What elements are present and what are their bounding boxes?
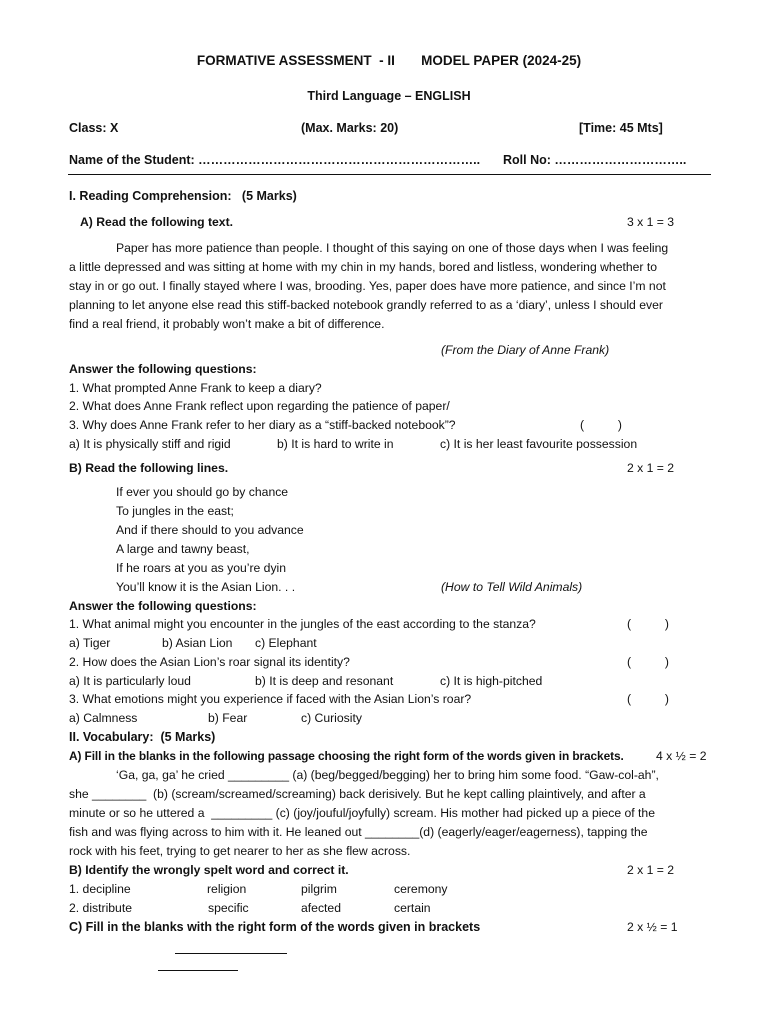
passage-line: stay in or go out. I finally stayed where I was, brooding. Yes, paper does have more patience, and since I’m not [69, 279, 666, 293]
max-marks-label: (Max. Marks: 20) [301, 121, 399, 135]
spelling-word: afected [301, 901, 341, 915]
passage-line: a little depressed and was sitting at home with my chin in my hands, bored and listless, wondering whether to [69, 260, 658, 274]
part-b-heading: B) Identify the wrongly spelt word and correct it. [69, 863, 349, 877]
part-b-heading: B) Read the following lines. [69, 461, 229, 475]
option-c: c) It is high-pitched [440, 674, 543, 688]
option-a: a) It is physically stiff and rigid [69, 437, 231, 451]
passage-source: (From the Diary of Anne Frank) [441, 343, 610, 357]
answer-blank [175, 953, 287, 954]
part-a-marks: 3 x 1 = 3 [627, 215, 675, 229]
question-3: 3. Why does Anne Frank refer to her diary as a “stiff-backed notebook”? [69, 418, 456, 432]
poem-line: A large and tawny beast, [116, 542, 250, 556]
header-divider [68, 174, 711, 175]
part-c-heading: C) Fill in the blanks with the right form of the words given in brackets [69, 920, 481, 934]
class-label: Class: X [69, 121, 119, 135]
question-2: 2. How does the Asian Lion’s roar signal its identity? [69, 655, 350, 669]
questions-heading: Answer the following questions: [69, 362, 257, 376]
part-a-marks: 4 x ½ = 2 [656, 749, 707, 763]
time-label: [Time: 45 Mts] [579, 121, 663, 135]
part-a-heading: A) Read the following text. [80, 215, 234, 229]
part-b-marks: 2 x 1 = 2 [627, 863, 675, 877]
passage-line: rock with his feet, trying to get nearer to her as she flew across. [69, 844, 411, 858]
part-b-marks: 2 x 1 = 2 [627, 461, 675, 475]
passage-line: she ________ (b) (scream/screamed/screaming) back derisively. But he kept calling plaintively, and after a [69, 787, 646, 801]
option-b: b) Asian Lion [162, 636, 233, 650]
option-b: b) It is deep and resonant [255, 674, 394, 688]
passage-line: planning to let anyone else read this stiff-backed notebook grandly referred to as a ‘diary’, unless I should ever [69, 298, 663, 312]
roll-no-field: Roll No: ………………………….. [503, 153, 687, 167]
section-2-heading: II. Vocabulary: (5 Marks) [69, 730, 216, 744]
passage-line: fish and was flying across to him with it. He leaned out ________(d) (eagerly/eager/eagerness), tapping the [69, 825, 648, 839]
spelling-word: ceremony [394, 882, 448, 896]
passage-line: find a real friend, it probably won’t make a bit of difference. [69, 317, 385, 331]
page-title: FORMATIVE ASSESSMENT - II MODEL PAPER (2024-25) [196, 53, 582, 68]
part-c-marks: 2 x ½ = 1 [627, 920, 678, 934]
questions-heading: Answer the following questions: [69, 599, 257, 613]
spelling-word: certain [394, 901, 431, 915]
option-a: a) Calmness [69, 711, 138, 725]
part-a-heading: A) Fill in the blanks in the following passage choosing the right form of the words given in brackets. [69, 749, 624, 763]
option-c: c) Curiosity [301, 711, 362, 725]
option-b: b) Fear [208, 711, 248, 725]
poem-line: And if there should to you advance [116, 523, 304, 537]
option-b: b) It is hard to write in [277, 437, 394, 451]
spelling-word: pilgrim [301, 882, 337, 896]
poem-line: If he roars at you as you’re dyin [116, 561, 287, 575]
poem-source: (How to Tell Wild Animals) [441, 580, 583, 594]
question-1: 1. What animal might you encounter in the jungles of the east according to the stanza? [69, 617, 536, 631]
passage-line: minute or so he uttered a _________ (c) (joy/jouful/joyfully) scream. His mother had picked up a piece of the [69, 806, 655, 820]
option-c: c) Elephant [255, 636, 317, 650]
answer-bracket: ( ) [580, 418, 622, 432]
poem-line: If ever you should go by chance [116, 485, 289, 499]
student-name-field: Name of the Student: ………………………………………………………….. [69, 153, 481, 167]
question-3: 3. What emotions might you experience if faced with the Asian Lion’s roar? [69, 692, 472, 706]
poem-line: You’ll know it is the Asian Lion. . . [116, 580, 296, 594]
question-1: 1. What prompted Anne Frank to keep a diary? [69, 381, 322, 395]
option-a: a) Tiger [69, 636, 111, 650]
passage-line: ‘Ga, ga, ga’ he cried _________ (a) (beg/begged/begging) her to bring him some food. “Gaw-col-ah”, [116, 768, 659, 782]
poem-line: To jungles in the east; [116, 504, 234, 518]
answer-bracket: ( ) [627, 655, 669, 669]
option-a: a) It is particularly loud [69, 674, 191, 688]
spelling-word: specific [208, 901, 249, 915]
spelling-word: 1. decipline [69, 882, 131, 896]
answer-blank [158, 970, 238, 971]
option-c: c) It is her least favourite possession [440, 437, 638, 451]
question-2: 2. What does Anne Frank reflect upon regarding the patience of paper/ [69, 399, 450, 413]
spelling-word: 2. distribute [69, 901, 133, 915]
paper-subtitle: Third Language – ENGLISH [307, 89, 471, 103]
section-1-heading: I. Reading Comprehension: (5 Marks) [69, 189, 297, 203]
answer-bracket: ( ) [627, 617, 669, 631]
answer-bracket: ( ) [627, 692, 669, 706]
passage-line: Paper has more patience than people. I thought of this saying on one of those days when I was feeling [116, 241, 669, 255]
spelling-word: religion [207, 882, 247, 896]
